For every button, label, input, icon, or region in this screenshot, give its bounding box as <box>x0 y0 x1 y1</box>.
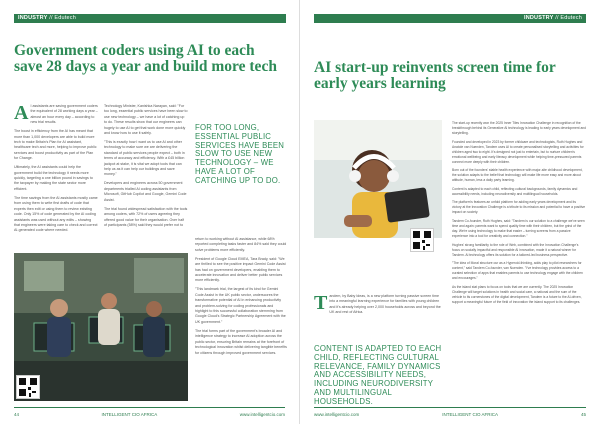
article-column-3: return to working without AI assistance, while 68% reported completing tasks faster and 84% said they could solve problems more efficiently. President of Google Cloud EMEA, Tara Brady, said: "We are thrilled to see the positive impact Gemini Code Assist has had on government developers, enabling them to accelerate innovation and deliver better public services more efficiently. "This landmark trial, the largest of its kind for Gemini Code Assist in the UK public sector, underscores the transformative potential of AI in enhancing productivity and problem-solving for coding professionals and highlight to this successful collaboration stemming from Google Cloud's Strategic Partnership Agreement with the UK government." The trial forms part of the government's broader AI and intelligence strategy to increase AI adoption across the public sector, ensuring Britain remains at the forefront of technological innovation whilst delivering tangible benefits for citizens through improved government services. <box>195 237 287 355</box>
office-photo <box>14 253 188 401</box>
qr-code[interactable] <box>410 228 434 252</box>
article-column-1: Tandem, by Baby Ideas, is a new platform turning passive screen time into a meaningful learning experience for families with young children and it's already helping over 2,000 households across and beyond the UK and rest of Africa. <box>314 292 441 315</box>
right-page <box>300 0 600 424</box>
article-column-2: The start-up recently won the 2025 Inner Tiles Innovation Challenge in recognition of the breakthrough behind its Generative AI technology is leading to early years development and storytelling. Founded and developed in 2023 by former childcare and technologists, Ruth Hughes and Anatole van Nuenden, Tandem uses AI to create personalised storytelling and activities for children aged two to eight. It's designed not just to entertain, but to nurture children's emotional wellbeing and early literacy development while helping time-pressured parents connect more deeply with their children. Born out of the founders' stable health experience with major-site childhood development, the solution adapts to the belief that technology will make life more easy and more about attitude, human, less a daily party learning. Content is adapted to each child, reflecting cultural backgrounds, family dynamics and accessibility needs, including neurodiversity and multilingual households. The platform's features an unfold platform for adding early years development and its victory at the Innovation Challenge is a tribute to its mission and potential to have a positive impact on society. Tandem Co-founder, Ruth Hughes, said: "Tandem is our solution to a challenge we've seen time and again: parents want to spend quality time with their children, but the grind of the day. We're using technology to make that easier – turning screens from a passive experience into a tool for creativity and connection." Hughes' strong familiarity to the role of Web, combined with the Innovation Challenge's focus on socially impactful and responsible AI innovation, made it a natural winner for Tandem. Ai technology offers its solution for a tailored-led business perspective. "The idea of Moral structure our as a Hyperoid-thinking, adds play to pilot researchers for content," said Tandem Co-founder, van Nuenden. "I've technology provides access to a curated selection of apps that enables parents to use technology engage with the children and encourages." As the island stat plans to focus on tools that we are currently. The 2025 Innovation Challenge will target solutions in health and social care, a national and the sum of the vehicle to its cornerstones of the digital development, Tandem is a future to the AI-driven, support a meaningful future of the field of innovation the island support to its challenges. <box>452 121 586 304</box>
footer: www.intelligentcio.com INTELLIGENT CIO AFRICA 45 <box>314 411 586 417</box>
article-column-2: Technology Minister, Kanishka Narayan, said: "For too long, essential public services have been slow to use new technology – we have a lot of catching up to do. These results show that our engineers can hugely to use AI to get that work done more quickly and know how to use it safely. "This is exactly how I want us to use AI and other technology to make sure we are delivering the standard of public services people expect – both in terms of accuracy and efficiency. With a £45 billion jackpot at stake, it is vital we adopt tools that can help us as it can help our buildings and save money." Developers and engineers across 50 government departments trialled AI coding assistants from Microsoft, GitHub Copilot and Google, Gemini Code Assist. The trial found widespread satisfaction with the tools among coders, with 72% of users agreeing they offered good value for their organisation. Over half of participants (58%) said they would prefer not to <box>104 104 188 227</box>
child-photo <box>314 120 442 238</box>
article-column-1: A I assistants are saving government coders the equivalent of 28 working days a year – almost an hour every day – according to new trial results. The boost in efficiency from the AI has meant that more than 1,000 developers are able to build more tech to make Britain's Plan for AI assistant, healthcare tech and more, helping to improve public services and boost productivity as part of the Plan for Change. Ultimately, the AI assistants could help the government build the technology it needs more quickly, targeting a one billion pound in savings to the taxpayer by making the state sector more efficient. The time savings from the AI assistants mostly came from using them to write first drafts of code that experts then edit or using them to review existing code. Only 15% of code generated by the AI coding assistants was used without any edits – showing that engineers were taking care to check and correct AI-generated code where needed. <box>14 102 98 233</box>
section-tag: INDUSTRY // Edutech <box>314 14 586 23</box>
footer: 44 INTELLIGENT CIO AFRICA www.intelligentcio.com <box>14 411 285 417</box>
headline: Government coders using AI to each save 28 days a year and build more tech <box>14 42 277 75</box>
headline: AI start-up reinvents screen time for early years learning <box>314 59 556 92</box>
pull-quote: FOR TOO LONG, ESSENTIAL PUBLIC SERVICES HAVE BEEN SLOW TO USE NEW TECHNOLOGY – WE HAVE A LOT OF CATCHING UP TO DO. <box>195 123 285 185</box>
section-tag: INDUSTRY // Edutech <box>14 14 286 23</box>
qr-code[interactable] <box>16 375 40 399</box>
pull-quote: CONTENT IS ADAPTED TO EACH CHILD, REFLECTING CULTURAL RELEVANCE, FAMILY DYNAMICS AND ACCESSIBILITY NEEDS, INCLUDING NEURODIVERSITY AND MULTILINGUAL HOUSEHOLDS. <box>314 344 442 406</box>
